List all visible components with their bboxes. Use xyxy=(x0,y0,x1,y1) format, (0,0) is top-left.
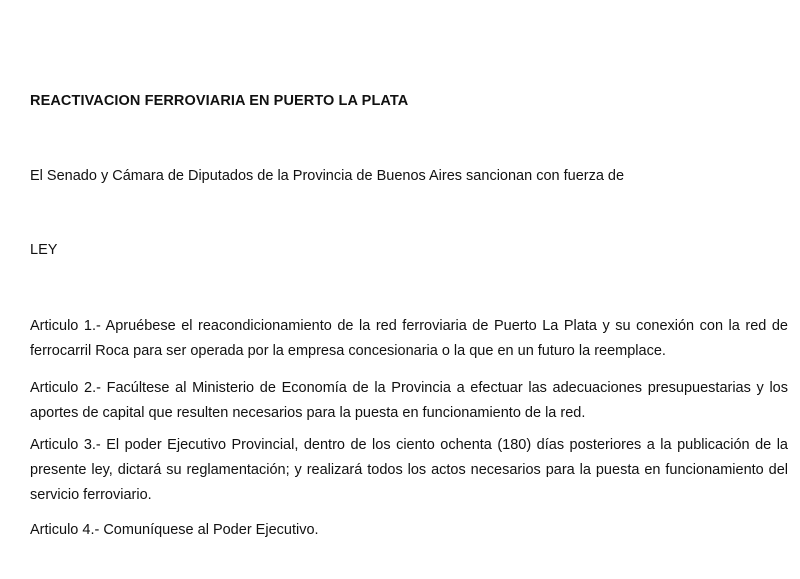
enacting-clause: El Senado y Cámara de Diputados de la Provincia de Buenos Aires sancionan con fuerza de xyxy=(30,168,625,184)
article-3: Articulo 3.- El poder Ejecutivo Provincial, dentro de los ciento ochenta (180) días posteriores a la publicación de la presente ley, dictará su reglamentación; y realizará todos los actos necesarios para la puesta en funcionamiento del servicio ferroviario. xyxy=(30,437,788,503)
law-heading: LEY xyxy=(30,242,58,258)
document-title: REACTIVACION FERROVIARIA EN PUERTO LA PLATA xyxy=(30,93,409,109)
article-1: Articulo 1.- Apruébese el reacondicionamiento de la red ferroviaria de Puerto La Plata y su conexión con la red de ferrocarril Roca para ser operada por la empresa concesionaria o la que en un futuro la reemplace. xyxy=(30,318,788,359)
article-4: Articulo 4.- Comuníquese al Poder Ejecutivo. xyxy=(30,522,319,538)
article-2: Articulo 2.- Facúltese al Ministerio de Economía de la Provincia a efectuar las adecuaciones presupuestarias y los aportes de capital que resulten necesarios para la puesta en funcionamiento de la red. xyxy=(30,380,788,421)
